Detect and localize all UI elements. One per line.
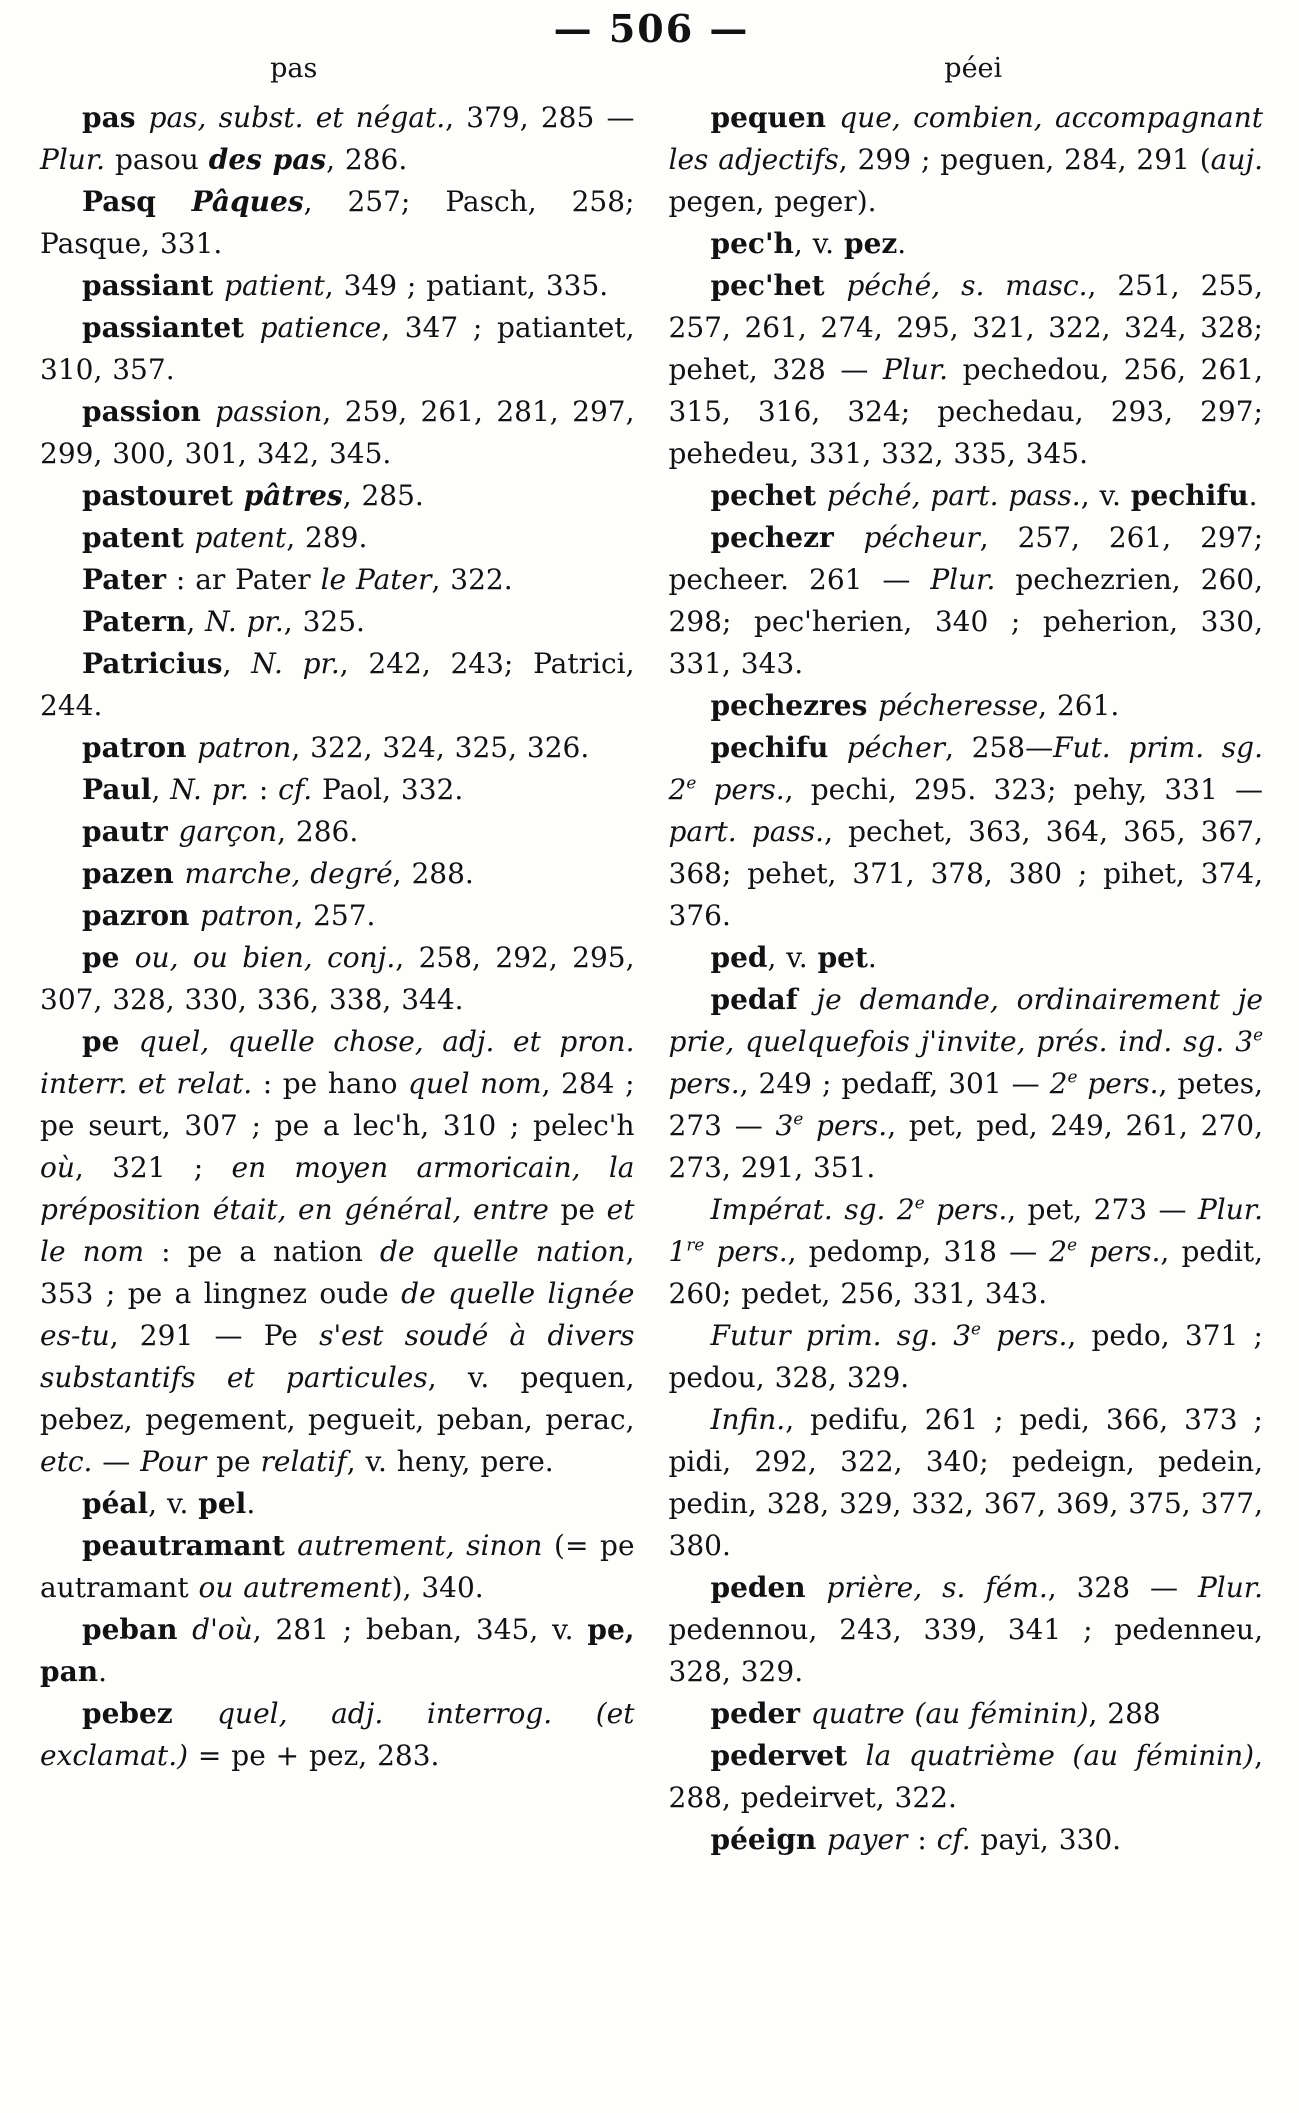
dictionary-entry (669, 937, 1264, 979)
headword: ped (710, 941, 768, 975)
gloss: pécheur (863, 521, 980, 555)
dictionary-entry (669, 685, 1264, 727)
text-columns (40, 97, 1263, 1861)
text-run: , 259, 261, 281, 297, 299, 300, 301, 342, 345. (40, 395, 635, 471)
headword: passiantet (82, 311, 260, 345)
dictionary-entry (669, 1567, 1264, 1693)
dictionary-entry (669, 97, 1264, 223)
gloss: quel nom (408, 1067, 542, 1101)
gloss: Plur. 1 (668, 1193, 1263, 1269)
text-run: : pe a nation (144, 1235, 381, 1269)
headword: pechet (710, 479, 827, 513)
gloss: patience (259, 311, 382, 345)
running-heads (40, 54, 1263, 84)
text-run: pe (560, 1193, 607, 1227)
dictionary-entry (40, 1693, 635, 1777)
dictionary-entry (40, 181, 635, 265)
text-run: , pedit, 260; pedet, 256, 331, 343. (668, 1235, 1263, 1311)
gloss: cf. (278, 773, 313, 807)
dictionary-entry (40, 811, 635, 853)
headword: pautr (82, 815, 179, 849)
text-run: , pechi, 295. 323; pehy, 331 — (784, 773, 1263, 807)
dictionary-entry (40, 559, 635, 601)
gloss: Plur. (882, 353, 949, 387)
headword: pe (82, 941, 135, 975)
gloss: où (40, 1151, 75, 1185)
gloss: en moyen armoricain, la préposition était, en général, entre (40, 1151, 635, 1227)
text-run: , 321 ; (74, 1151, 232, 1185)
headword: pechifu (1130, 479, 1249, 513)
gloss: etc. (40, 1445, 93, 1479)
text-run: , 281 ; beban, 345, v. (252, 1613, 588, 1647)
text-run: . (246, 1487, 256, 1521)
headword: peautramant (82, 1529, 298, 1563)
gloss: Fut. prim. sg. 2 (668, 731, 1263, 807)
text-run: , 288, pedeirvet, 322. (668, 1739, 1263, 1815)
headword: Pater (82, 563, 166, 597)
text-run: payi, 330. (970, 1823, 1122, 1857)
text-run: , 322. (431, 563, 513, 597)
text-run: , 349 ; patiant, 335. (324, 269, 609, 303)
text-run: pedennou, 243, 339, 341 ; pedenneu, 328, 329. (668, 1613, 1263, 1689)
text-run: , (222, 647, 252, 681)
gloss: e (1067, 1067, 1078, 1088)
gloss: quel, quelle chose, adj. et pron. interr. et relat. (40, 1025, 635, 1101)
gloss: auj. (1210, 143, 1263, 177)
headword: pazron (82, 899, 201, 933)
headword: patron (82, 731, 198, 765)
headword: passion (82, 395, 216, 429)
headword: pedervet (710, 1739, 866, 1773)
headword: pazen (82, 857, 185, 891)
page-number: — 506 — (553, 6, 750, 51)
running-head-right: péei (944, 52, 1003, 84)
gloss: pers. (704, 1235, 788, 1269)
gloss: pers. (668, 1067, 740, 1101)
text-run: , v. (767, 941, 818, 975)
gloss: pers. (1077, 1235, 1161, 1269)
dictionary-entry (669, 223, 1264, 265)
text-run: , 258, 292, 295, 307, 328, 330, 336, 338, 344. (40, 941, 635, 1017)
dictionary-entry (669, 727, 1264, 937)
gloss: Pour (140, 1445, 217, 1479)
dictionary-entry (40, 727, 635, 769)
gloss: N. pr. (170, 773, 249, 807)
headword: péeign (710, 1823, 828, 1857)
text-run: pegen, peger). (668, 185, 877, 219)
gloss: s'est soudé à divers substantifs et particules (40, 1319, 635, 1395)
gloss: patent (194, 521, 287, 555)
text-run: , 257, 261, 297; pecheer. 261 — (668, 521, 1263, 597)
text-run: , 291 — Pe (109, 1319, 320, 1353)
text-run: , 242, 243; Patrici, 244. (40, 647, 635, 723)
gloss: de quelle nation (380, 1235, 626, 1269)
dictionary-entry (40, 391, 635, 475)
gloss: e (971, 1319, 981, 1340)
text-run: , 299 ; peguen, 284, 291 ( (838, 143, 1211, 177)
gloss: patron (200, 899, 295, 933)
dictionary-entry (669, 1315, 1264, 1399)
gloss: e (914, 1193, 925, 1214)
text-run: , 286. (277, 815, 359, 849)
text-run: : (248, 773, 279, 807)
headword: peden (710, 1571, 827, 1605)
headword: pec'h (710, 227, 794, 261)
gloss: Plur. (930, 563, 996, 597)
headword: pet (817, 941, 868, 975)
dictionary-entry (40, 853, 635, 895)
headword: pe (82, 1025, 139, 1059)
gloss: pers. (980, 1319, 1068, 1353)
text-run: , v. (1080, 479, 1131, 513)
text-run: , pet, ped, 249, 261, 270, 273, 291, 351. (668, 1109, 1263, 1185)
gloss: payer (827, 1823, 908, 1857)
dictionary-entry (40, 97, 635, 181)
text-run: ), 340. (391, 1571, 484, 1605)
dictionary-entry (669, 1693, 1264, 1735)
text-run: , 249 ; pedaff, 301 — (739, 1067, 1050, 1101)
dictionary-entry (40, 1021, 635, 1483)
gloss: e (686, 773, 697, 794)
column-right (669, 97, 1264, 1861)
gloss: ou, ou bien, conj. (134, 941, 396, 975)
text-run: , pedomp, 318 — (787, 1235, 1050, 1269)
headword: pel (198, 1487, 247, 1521)
headword: pas (82, 101, 149, 135)
text-run: , 261. (1038, 689, 1120, 723)
dictionary-entry (40, 475, 635, 517)
text-run: , 288. (392, 857, 474, 891)
text-run: : ar Pater (165, 563, 321, 597)
dictionary-entry (40, 769, 635, 811)
text-run: : pe hano (252, 1067, 409, 1101)
text-run: , 257. (294, 899, 376, 933)
text-run: , v. (793, 227, 844, 261)
headword: patent (82, 521, 195, 555)
text-run: , v. pequen, pebez, pegement, pegueit, peban, perac, (40, 1361, 635, 1437)
dictionary-entry (669, 1735, 1264, 1819)
dictionary-entry (669, 1189, 1264, 1315)
gloss: péché, part. pass. (826, 479, 1081, 513)
text-run: , 257; Pasch, 258; Pasque, 331. (40, 185, 635, 261)
dictionary-entry (40, 643, 635, 727)
text-run: , 285. (342, 479, 424, 513)
text-run: pasou (105, 143, 209, 177)
gloss: pers. (696, 773, 785, 807)
headword: pechezres (710, 689, 879, 723)
text-run: = pe + pez, 283. (188, 1739, 440, 1773)
gloss: pers. (924, 1193, 1008, 1227)
dictionary-entry (40, 1609, 635, 1693)
text-run: , 325. (283, 605, 365, 639)
gloss: la quatrième (au féminin) (865, 1739, 1255, 1773)
dictionary-entry (669, 1819, 1264, 1861)
gloss: N. pr. (205, 605, 284, 639)
gloss: re (686, 1235, 705, 1256)
gloss: garçon (178, 815, 278, 849)
text-run: , 379, 285 — (445, 101, 635, 135)
gloss: N. pr. (251, 647, 340, 681)
headword: pez (843, 227, 898, 261)
gloss: cf. (936, 1823, 971, 1857)
text-run: . (867, 941, 877, 975)
dictionary-entry (40, 1483, 635, 1525)
gloss: 2 (1049, 1235, 1068, 1269)
gloss: de quelle lignée es-tu (40, 1277, 635, 1353)
text-run: , v. (148, 1487, 199, 1521)
dictionary-entry (40, 601, 635, 643)
gloss: Futur prim. sg. 3 (710, 1319, 972, 1353)
text-run: , 251, 255, 257, 261, 274, 295, 321, 322, 324, 328; pehet, 328 — (668, 269, 1264, 387)
dictionary-entry (669, 517, 1264, 685)
dictionary-entry (40, 937, 635, 1021)
headword: Patern (82, 605, 187, 639)
text-run: , 347 ; patiantet, 310, 357. (40, 311, 635, 387)
text-run: , (151, 773, 171, 807)
gloss: passion (215, 395, 323, 429)
dictionary-entry (40, 1525, 635, 1609)
gloss: Pâques (191, 185, 304, 219)
gloss: Infin. (710, 1403, 786, 1437)
headword: péal (82, 1487, 149, 1521)
headword: pequen (710, 101, 840, 135)
headword: Pasq (82, 185, 192, 219)
gloss: part. pass. (668, 815, 825, 849)
gloss: relatif (260, 1445, 347, 1479)
text-run: , 328 — (1047, 1571, 1198, 1605)
text-run: . (98, 1655, 107, 1689)
text-run: , pedifu, 261 ; pedi, 366, 373 ; pidi, 292, 322, 340; pedeign, pedein, pedin, 328, 329, 332, 367, 369, 375, 377, 380. (668, 1403, 1263, 1563)
gloss: Plur. (1197, 1571, 1263, 1605)
text-run: Paol, 332. (312, 773, 464, 807)
headword: Paul (82, 773, 152, 807)
gloss: et le nom (40, 1193, 635, 1269)
text-run: , 289. (286, 521, 368, 555)
column-left (40, 97, 635, 1861)
gloss: patient (224, 269, 325, 303)
text-run: , petes, 273 — (668, 1067, 1263, 1143)
text-run: , 258— (945, 731, 1054, 765)
gloss: pécher (846, 731, 946, 765)
dictionary-entry (40, 895, 635, 937)
gloss: je demande, ordinairement je prie, quelquefois j'invite, prés. ind. sg. 3 (668, 983, 1263, 1059)
text-run: , 284 ; pe seurt, 307 ; pe a lec'h, 310 ; pelec'h (40, 1067, 635, 1143)
text-run: , 288 (1088, 1697, 1161, 1731)
headword: pec'het (710, 269, 847, 303)
gloss: d'où (192, 1613, 253, 1647)
text-run: (= pe autramant (40, 1529, 635, 1605)
gloss: des pas (208, 143, 327, 177)
gloss: que, combien, accompagnant les adjectifs (668, 101, 1264, 177)
text-run: , 322, 324, 325, 326. (291, 731, 590, 765)
gloss: péché, s. masc. (846, 269, 1088, 303)
gloss: autrement, sinon (297, 1529, 543, 1563)
gloss: Plur. (40, 143, 106, 177)
headword: peban (82, 1613, 193, 1647)
text-run: pechedou, 256, 261, 315, 316, 324; pechedau, 293, 297; pehedeu, 331, 332, 335, 345. (668, 353, 1263, 471)
gloss: quatre (au féminin) (810, 1697, 1089, 1731)
text-run: , 286. (326, 143, 408, 177)
headword: pe, pan (40, 1613, 635, 1689)
text-run: pechezrien, 260, 298; pec'herien, 340 ; peherion, 330, 331, 343. (668, 563, 1263, 681)
text-run: , 353 ; pe a lingnez oude (40, 1235, 635, 1311)
gloss: e (1067, 1235, 1078, 1256)
gloss: Impérat. sg. 2 (710, 1193, 915, 1227)
gloss: quel, adj. interrog. (et exclamat.) (40, 1697, 635, 1773)
gloss: prière, s. fém. (826, 1571, 1048, 1605)
running-head-left: pas (270, 52, 318, 84)
dictionary-entry (40, 265, 635, 307)
headword: pastouret (82, 479, 244, 513)
text-run: , pedo, 371 ; pedou, 328, 329. (668, 1319, 1263, 1395)
gloss: 2 (1049, 1067, 1068, 1101)
dictionary-entry (669, 1399, 1264, 1567)
text-run: , v. heny, pere. (346, 1445, 554, 1479)
gloss: ou autrement (198, 1571, 392, 1605)
text-run: pe (216, 1445, 261, 1479)
headword: peder (710, 1697, 811, 1731)
gloss: pécheresse (878, 689, 1039, 723)
gloss: pâtres (243, 479, 343, 513)
text-run: , pechet, 363, 364, 365, 367, 368; pehet, 371, 378, 380 ; pihet, 374, 376. (668, 815, 1263, 933)
headword: pebez (82, 1697, 218, 1731)
dictionary-entry (669, 265, 1264, 475)
gloss: patron (197, 731, 292, 765)
headword: pechezr (710, 521, 864, 555)
text-run: . (897, 227, 907, 261)
gloss: e (793, 1109, 804, 1130)
text-run: : (907, 1823, 937, 1857)
dictionary-entry (669, 979, 1264, 1189)
dictionary-entry (40, 307, 635, 391)
gloss: e (1253, 1025, 1263, 1046)
gloss: pas, subst. et négat. (148, 101, 446, 135)
gloss: le Pater (320, 563, 432, 597)
text-run: , (186, 605, 206, 639)
dictionary-entry (669, 475, 1264, 517)
gloss: marche, degré (184, 857, 393, 891)
headword: pechifu (710, 731, 847, 765)
text-run: — (92, 1445, 141, 1479)
text-run: , pet, 273 — (1007, 1193, 1198, 1227)
dictionary-entry (40, 517, 635, 559)
text-run: . (1248, 479, 1258, 513)
gloss: pers. (803, 1109, 888, 1143)
headword: passiant (82, 269, 225, 303)
headword: pedaf (710, 983, 817, 1017)
gloss: 3 (775, 1109, 794, 1143)
gloss: pers. (1077, 1067, 1159, 1101)
headword: Patricius (82, 647, 223, 681)
